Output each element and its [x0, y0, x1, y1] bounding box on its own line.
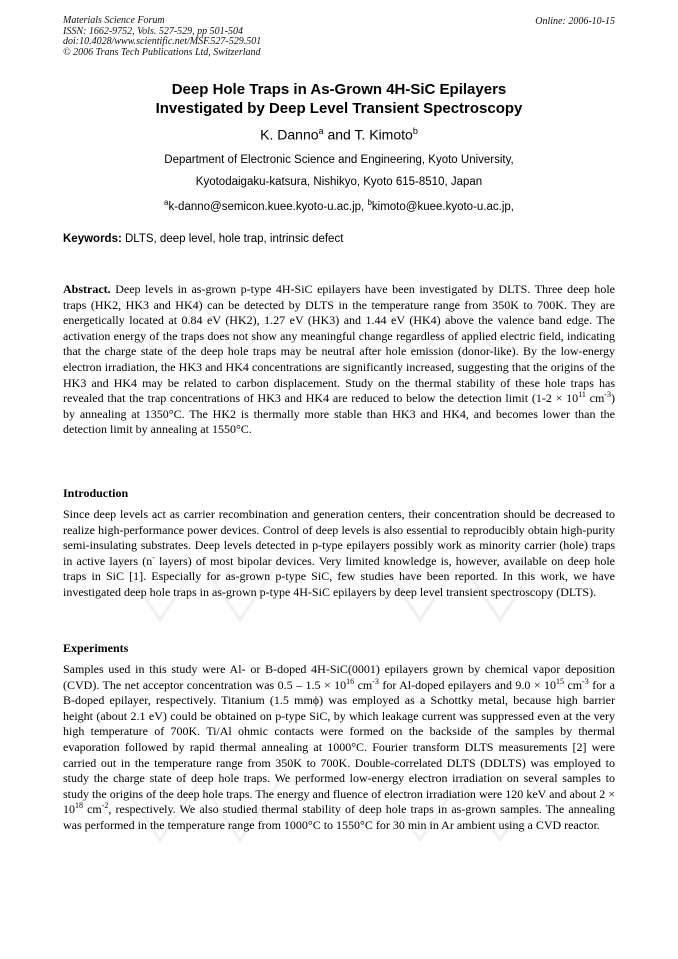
- email-b: kimoto@kuee.kyoto-u.ac.jp,: [371, 200, 514, 213]
- email-mark-b: b: [367, 198, 372, 207]
- publication-header: [63, 16, 261, 58]
- exp-text-3: for Al-doped epilayers and 9.0 × 10: [378, 677, 557, 692]
- issn-line: ISSN: 1662-9752, Vols. 527-529, pp 501-504: [63, 25, 243, 37]
- intro-text-2: layers) of most bipolar devices. Very limited knowledge is, however, available on deep hole traps in SiC [1]. Especially for as-grown p-type SiC, few studies have been reported. In this work, we have investigated deep hole traps in as-grown p-type 4H-SiC epilayers by deep level transient spectroscopy (DLTS).: [63, 553, 615, 599]
- author-2: T. Kimoto: [354, 126, 413, 143]
- affiliation-line-1: Department of Electronic Science and Engineering, Kyoto University,: [164, 154, 514, 166]
- abstract-text-3: ) by annealing at 1350°C. The HK2 is thermally more stable than HK3 and HK4, and becomes lower than the detection limit by annealing at 1550°C.: [63, 391, 615, 437]
- email-a: k-danno@semicon.kuee.kyoto-u.ac.jp,: [168, 200, 368, 213]
- intro-sup-1: -: [152, 552, 155, 562]
- keywords-text: DLTS, deep level, hole trap, intrinsic defect: [121, 233, 344, 245]
- author-1-mark: a: [318, 126, 324, 136]
- intro-text-1: Since deep levels act as carrier recombination and generation centers, their concentration should be decreased to realize high-performance power devices. Control of deep levels is also essential to reproducibly obtain high-purity semi-insulating substrates. Deep levels detected in p-type epilayers possibly work as minority carrier (hole) traps in active layers (n: [63, 507, 615, 568]
- abstract-text-2: cm: [585, 391, 605, 406]
- online-date: Online: 2006-10-15: [535, 16, 615, 27]
- keywords-label: Keywords:: [63, 233, 122, 245]
- exp-sup-2: -3: [372, 676, 379, 686]
- email-line: [63, 198, 615, 213]
- exp-text-7: , respectively. We also studied thermal stability of deep hole traps in as-grown samples. The annealing was performed in the temperature range from 1000°C to 1550°C for 30 min in Ar ambient using a CVD reactor.: [63, 802, 615, 832]
- exp-text-1: Samples used in this study were Al- or B-doped 4H-SiC(0001) epilayers grown by chemical vapor deposition (CVD). The net acceptor concentration was 0.5 – 1.5 × 10: [63, 662, 615, 692]
- abstract-sup-2: -3: [604, 390, 611, 400]
- author-conjunction: and: [323, 126, 355, 143]
- copyright-line: © 2006 Trans Tech Publications Ltd, Switzerland: [63, 46, 261, 58]
- abstract-text-1: Deep levels in as-grown p-type 4H-SiC epilayers have been investigated by DLTS. Three deep hole traps (HK2, HK3 and HK4) can be detected by DLTS in the temperature range from 350K to 700K. They are energetically located at 0.84 eV (HK2), 1.27 eV (HK3) and 1.44 eV (HK4) above the valence band edge. The activation energy of the traps does not show any meaningful change regardless of applied electric field, indicating that the charge state of the deep hole traps may be neutral after hole emission (donor-like). By the low-energy electron irradiation, the HK3 and HK4 concentrations are significantly increased, suggesting that the origins of the HK3 and HK4 may be related to carbon displacement. Study on the thermal stability of these hole traps has revealed that the trap concentrations of HK3 and HK4 are reduced to below the detection limit (1-2 × 10: [63, 282, 615, 406]
- experiments-heading: Experiments: [63, 641, 129, 655]
- title-line-1: Deep Hole Traps in As-Grown 4H-SiC Epilayers: [171, 81, 507, 98]
- paper-title: [63, 80, 615, 118]
- email-mark-a: a: [164, 198, 169, 207]
- exp-text-4: cm: [564, 677, 583, 692]
- keywords: [63, 233, 343, 245]
- exp-sup-5: 18: [75, 801, 83, 811]
- exp-text-2: cm: [354, 677, 373, 692]
- title-line-2: Investigated by Deep Level Transient Spectroscopy: [155, 100, 523, 117]
- experiments-paragraph: [63, 662, 615, 834]
- author-list: [63, 126, 615, 143]
- affiliation-line-2: Kyotodaigaku-katsura, Nishikyo, Kyoto 615-8510, Japan: [195, 176, 483, 188]
- journal-name: Materials Science Forum: [63, 15, 165, 26]
- author-2-mark: b: [412, 126, 418, 136]
- exp-text-6: cm: [83, 802, 102, 817]
- author-1: K. Danno: [260, 126, 319, 143]
- abstract-label: Abstract.: [63, 282, 111, 296]
- introduction-heading: Introduction: [63, 486, 129, 500]
- exp-sup-6: -2: [101, 801, 109, 811]
- exp-sup-4: -3: [582, 676, 589, 686]
- exp-sup-3: 15: [556, 676, 565, 686]
- doi-line: doi:10.4028/www.scientific.net/MSF.527-529.501: [63, 36, 262, 48]
- abstract-paragraph: [63, 282, 615, 438]
- exp-text-5: for a B-doped epilayer, respectively. Titanium (1.5 mmϕ) was employed as a Schottky metal, because high barrier height (about 2.1 eV) could be obtained on p-type SiC, by which leakage current was suppressed even at the very high temperature of 700K. Ti/Al ohmic contacts were formed on the backside of the samples by thermal evaporation followed by rapid thermal annealing at 1000°C. Fourier transform DLTS measurements [2] were carried out in the temperature range from 350K to 700K. Double-correlated DLTS (DDLTS) was employed to study the charge state of deep hole traps. We performed low-energy electron irradiation on several samples to study the origins of the deep hole traps. The energy and fluence of electron irradiation were 120 keV and about 2 × 10: [63, 677, 616, 817]
- introduction-paragraph: [63, 507, 615, 601]
- exp-sup-1: 16: [346, 676, 355, 686]
- abstract-sup-1: 11: [578, 390, 586, 400]
